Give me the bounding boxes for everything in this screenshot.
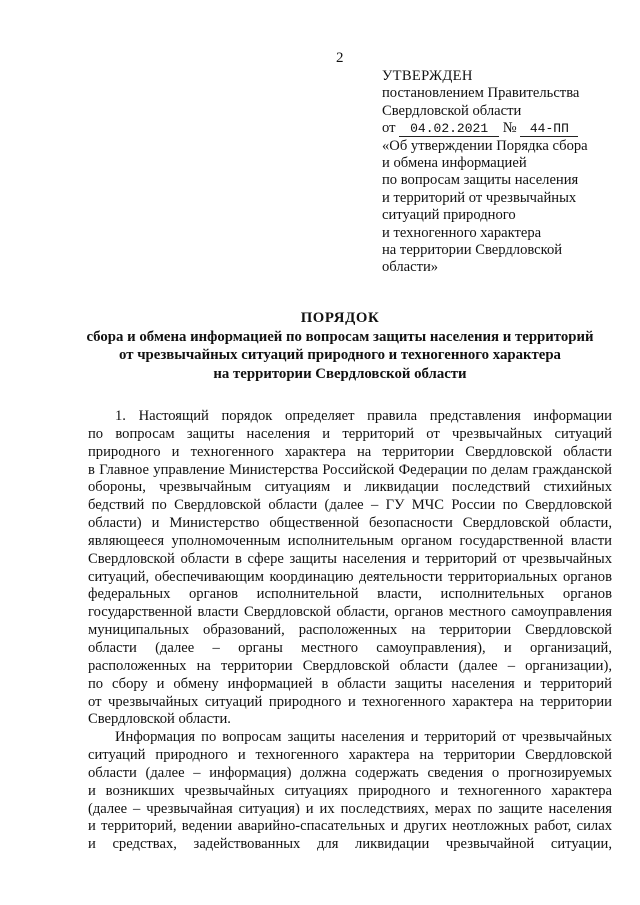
- paragraph-1-line: по сбору и обмену информацией в области защиты населения и территорий: [88, 675, 612, 692]
- approval-heading: УТВЕРЖДЕН: [382, 68, 473, 84]
- title-line: от чрезвычайных ситуаций природного и техногенного характера: [119, 347, 561, 364]
- paragraph-1-line: обороны, чрезвычайным ситуациям и ликвидации последствий стихийных: [88, 479, 612, 496]
- paragraph-1-line: ситуаций, обеспечивающим координацию деятельности территориальных органов: [88, 568, 612, 585]
- number-sign: №: [502, 120, 517, 137]
- title-line: сбора и обмена информацией по вопросам защиты населения и территорий: [86, 328, 594, 345]
- paragraph-1-line: по вопросам защиты населения и территорий от чрезвычайных ситуаций: [88, 425, 612, 442]
- approval-date-number: [382, 120, 632, 137]
- approval-line: постановлением Правительства: [382, 85, 580, 102]
- paragraph-2-line: Информация по вопросам защиты населения и территорий от чрезвычайных: [115, 729, 612, 746]
- paragraph-2-line: и средствах, задействованных для ликвидации чрезвычайной ситуации,: [88, 836, 612, 853]
- title-line: на территории Свердловской области: [213, 365, 467, 382]
- date-prefix: от: [382, 120, 396, 137]
- approval-title-line: области»: [382, 259, 439, 276]
- paragraph-2-line: и возникших чрезвычайных ситуациях природного и техногенного характера: [88, 782, 612, 799]
- approval-title-line: на территории Свердловской: [382, 242, 563, 259]
- approval-date: 04.02.2021: [399, 122, 499, 137]
- approval-line: Свердловской области: [382, 102, 522, 119]
- paragraph-1-line: федеральных органов исполнительной власти, исполнительных органов: [88, 586, 612, 603]
- document-title: [60, 309, 620, 383]
- approval-stamp: [382, 68, 632, 277]
- paragraph-1-line: области (далее – органы местного самоуправления), и организаций,: [88, 639, 612, 656]
- approval-number: 44-ПП: [520, 122, 578, 137]
- paragraph-2-line: (далее – чрезвычайная ситуация) и их последствиях, мерах по защите населения: [88, 800, 612, 817]
- approval-title-line: и обмена информацией: [382, 155, 527, 172]
- paragraph-1-line: 1. Настоящий порядок определяет правила представления информации: [115, 408, 612, 424]
- paragraph-2-line: области (далее – информация) должна содержать сведения о прогнозируемых: [88, 764, 612, 781]
- paragraph-2-line: и территорий, ведении аварийно-спасательных и других неотложных работ, силах: [88, 818, 612, 835]
- paragraph-1-line: являющееся уполномоченным исполнительным органом государственной власти: [88, 532, 612, 549]
- paragraph-1-line: расположенных на территории Свердловской области (далее – организации),: [88, 657, 612, 674]
- paragraph-1-line: государственной власти Свердловской области, органов местного самоуправления: [88, 604, 612, 621]
- paragraph-1-line: области) и Министерство общественной безопасности Свердловской области,: [88, 515, 612, 532]
- approval-title-line: и территорий от чрезвычайных: [382, 189, 577, 206]
- document-body: [88, 408, 612, 854]
- paragraph-1-line: муниципальных образований, расположенных на территории Свердловской: [88, 622, 612, 639]
- page-number: 2: [336, 50, 344, 66]
- paragraph-1-line: Свердловской области.: [88, 711, 231, 728]
- approval-title-line: «Об утверждении Порядка сбора: [382, 137, 588, 154]
- paragraph-1-line: в Главное управление Министерства Российской Федерации по делам гражданской: [88, 461, 612, 478]
- approval-title-line: и техногенного характера: [382, 224, 542, 241]
- paragraph-1-line: бедствий по Свердловской области (далее – ГУ МЧС России по Свердловской: [88, 497, 612, 514]
- approval-title-line: по вопросам защиты населения: [382, 172, 579, 189]
- approval-title-line: ситуаций природного: [382, 207, 516, 224]
- title-main: ПОРЯДОК: [300, 310, 380, 326]
- paragraph-1-line: Свердловской области в сфере защиты населения и территорий от чрезвычайных: [88, 550, 612, 567]
- paragraph-1-line: от чрезвычайных ситуаций природного и техногенного характера на территории: [88, 693, 612, 710]
- paragraph-2-line: ситуаций природного и техногенного характера на территории Свердловской: [88, 747, 612, 764]
- paragraph-1-line: природного и техногенного характера на территории Свердловской области: [88, 443, 612, 460]
